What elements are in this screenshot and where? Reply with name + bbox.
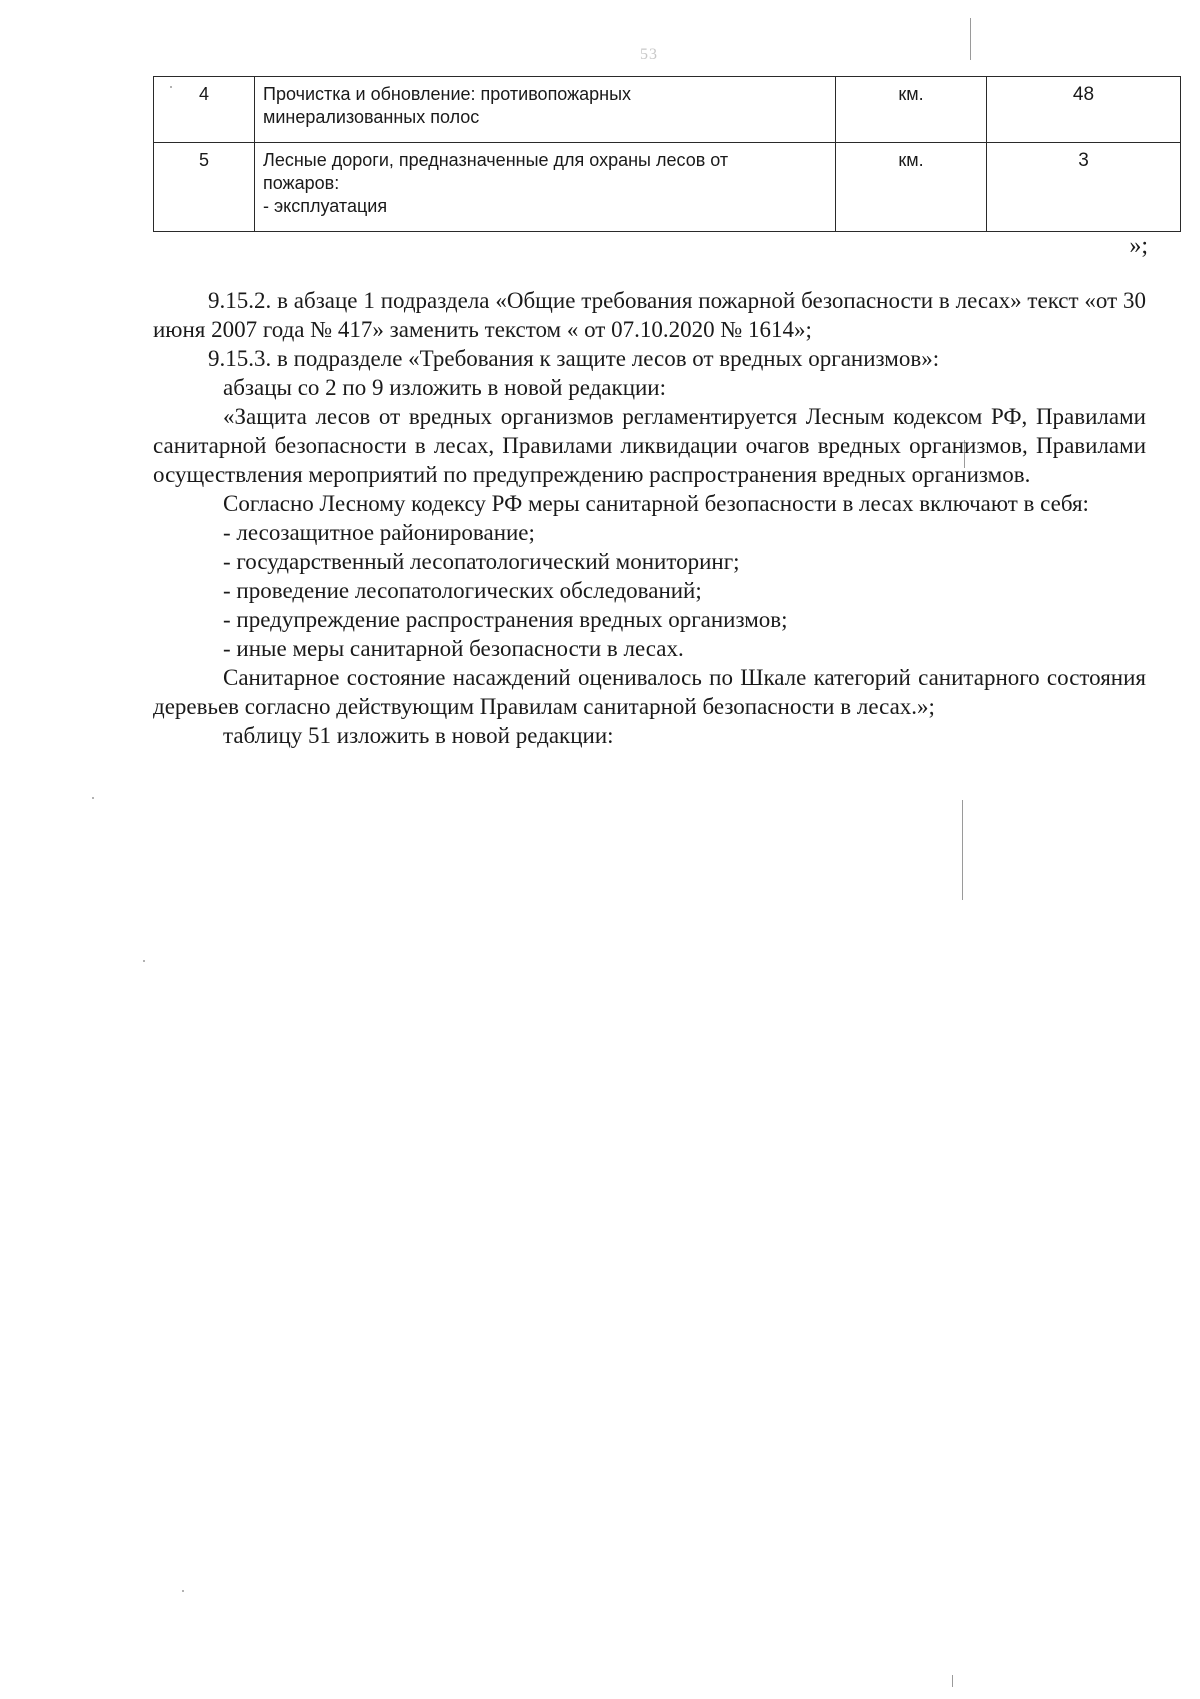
scan-artifact-speck xyxy=(92,797,94,799)
row-value: 3 xyxy=(987,143,1181,232)
row-name-line: - эксплуатация xyxy=(263,196,388,216)
table-closing-quote: »; xyxy=(1129,233,1148,259)
row-number: 4 xyxy=(154,77,255,143)
scan-artifact-speck xyxy=(143,960,145,962)
paragraph-tablicu: таблицу 51 изложить в новой редакции: xyxy=(223,723,614,748)
paragraph-soglasno: Согласно Лесному кодексу РФ меры санитарной безопасности в лесах включают в себя: xyxy=(223,491,1089,516)
row-unit: км. xyxy=(836,143,987,232)
scan-artifact-line xyxy=(952,1675,953,1687)
paragraph-9-15-3: 9.15.3. в подразделе «Требования к защите лесов от вредных организмов»: xyxy=(208,346,940,371)
page-number-mark: 53 xyxy=(640,46,658,63)
table-row xyxy=(154,143,1181,232)
list-item: - предупреждение распространения вредных организмов; xyxy=(223,607,788,632)
scan-artifact-line xyxy=(962,800,963,900)
row-name xyxy=(255,77,836,143)
row-name-line: пожаров: xyxy=(263,173,340,193)
paragraph-sanitarnoe: Санитарное состояние насаждений оценивалось по Шкале категорий санитарного состояния деревьев согласно действующим Правилам санитарной безопасности в лесах.»; xyxy=(153,665,1146,719)
row-name xyxy=(255,143,836,232)
paragraph-abzacy: абзацы со 2 по 9 изложить в новой редакции: xyxy=(223,375,667,400)
list-item: - лесозащитное районирование; xyxy=(223,520,535,545)
scan-artifact-line xyxy=(970,18,971,60)
document-body xyxy=(153,286,1146,750)
row-unit: км. xyxy=(836,77,987,143)
paragraph-zashchita: «Защита лесов от вредных организмов регламентируется Лесным кодексом РФ, Правилами санитарной безопасности в лесах, Правилами ликвидации очагов вредных организмов, Правилами осуществления мероприятий по предупреждению распространения вредных организмов. xyxy=(153,404,1146,487)
fire-measures-table xyxy=(153,76,1181,232)
scan-artifact-speck xyxy=(182,1590,184,1592)
list-item: - государственный лесопатологический мониторинг; xyxy=(223,549,740,574)
table-row xyxy=(154,77,1181,143)
row-name-line: Лесные дороги, предназначенные для охраны лесов от xyxy=(263,150,729,170)
list-item: - проведение лесопатологических обследований; xyxy=(223,578,702,603)
list-item: - иные меры санитарной безопасности в лесах. xyxy=(223,636,684,661)
row-value: 48 xyxy=(987,77,1181,143)
paragraph-9-15-2: 9.15.2. в абзаце 1 подраздела «Общие требования пожарной безопасности в лесах» текст «от 30 июня 2007 года № 417» заменить текстом « от 07.10.2020 № 1614»; xyxy=(153,288,1146,342)
row-name-line: Прочистка и обновление: противопожарных xyxy=(263,84,632,104)
row-number: 5 xyxy=(154,143,255,232)
row-name-line: минерализованных полос xyxy=(263,107,480,127)
